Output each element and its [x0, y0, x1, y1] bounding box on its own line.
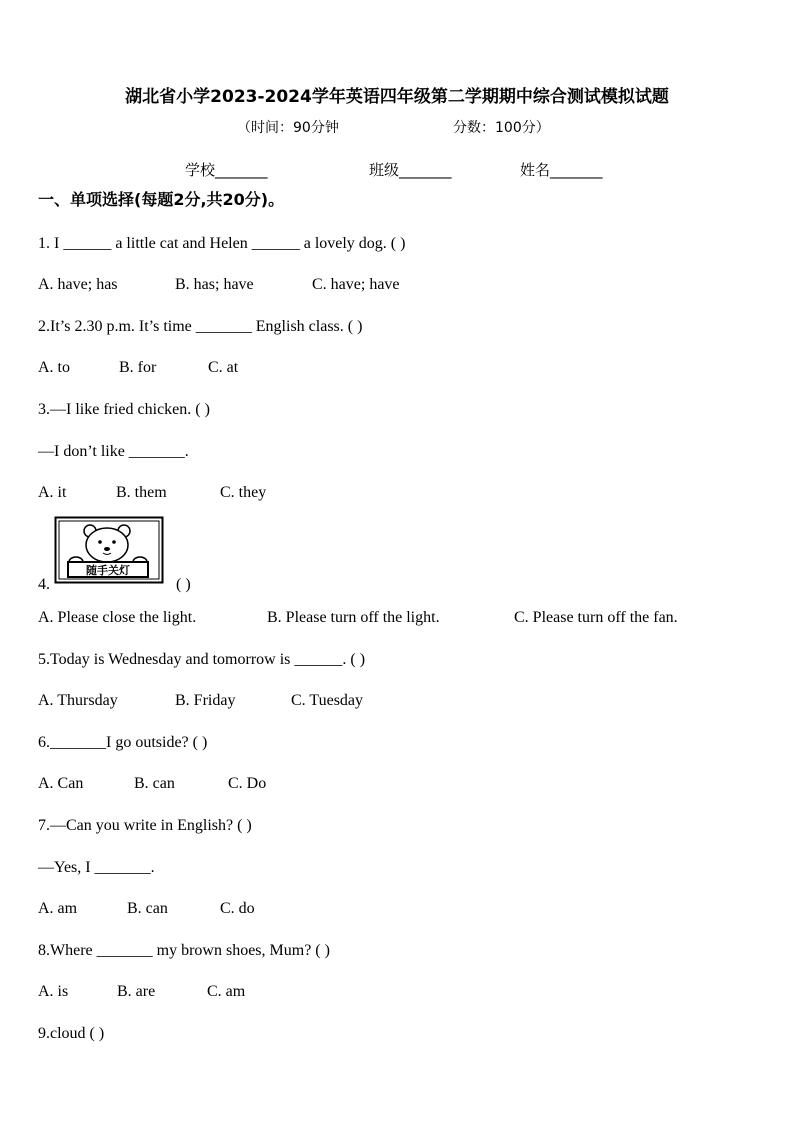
q3-option-a: A. it: [38, 484, 67, 501]
q2-option-c: C. at: [208, 359, 239, 376]
q1-option-c: C. have; have: [312, 276, 400, 293]
q2-option-b: B. for: [119, 359, 157, 376]
question-4: 4.: [38, 576, 50, 593]
q4-option-c: C. Please turn off the fan.: [514, 609, 678, 626]
q5-option-b: B. Friday: [175, 692, 236, 709]
q5-option-c: C. Tuesday: [291, 692, 364, 709]
q5-option-a: A. Thursday: [38, 692, 118, 709]
q4-option-b: B. Please turn off the light.: [267, 609, 440, 626]
q1-option-a: A. have; has: [38, 276, 118, 293]
question-7: 7.—Can you write in English? ( ): [38, 817, 252, 834]
question-4-paren: ( ): [176, 576, 191, 593]
exam-score: 分数：100分）: [453, 120, 550, 136]
question-1: 1. I ______ a little cat and Helen ______ a lovely dog. ( ): [38, 235, 406, 252]
exam-title: 湖北省小学2023-2024学年英语四年级第二学期期中综合测试模拟试题: [125, 87, 669, 107]
q7-option-c: C. do: [220, 900, 255, 917]
q7-option-b: B. can: [127, 900, 168, 917]
q6-option-a: A. Can: [38, 775, 84, 792]
question-7-reply: —Yes, I _______.: [38, 859, 155, 876]
q3-option-c: C. they: [220, 484, 267, 501]
question-2: 2.It’s 2.30 p.m. It’s time _______ English class. ( ): [38, 318, 363, 335]
question-3-reply: —I don’t like _______.: [38, 443, 189, 460]
q6-option-b: B. can: [134, 775, 175, 792]
class-field: 班级_______: [369, 161, 452, 179]
q8-option-c: C. am: [207, 983, 246, 1000]
question-3: 3.—I like fried chicken. ( ): [38, 401, 210, 418]
exam-time: （时间：90分钟: [237, 120, 339, 136]
q8-option-b: B. are: [117, 983, 156, 1000]
sign-text: 随手关灯: [86, 564, 130, 577]
turn-off-light-sign-image: [54, 516, 164, 584]
q2-option-a: A. to: [38, 359, 70, 376]
school-field: 学校_______: [185, 161, 268, 179]
q6-option-c: C. Do: [228, 775, 267, 792]
question-6: 6._______I go outside? ( ): [38, 734, 208, 751]
question-9: 9.cloud ( ): [38, 1025, 105, 1042]
q1-option-b: B. has; have: [175, 276, 254, 293]
question-8: 8.Where _______ my brown shoes, Mum? ( ): [38, 942, 330, 959]
q8-option-a: A. is: [38, 983, 69, 1000]
section-heading: 一、单项选择(每题2分,共20分)。: [38, 190, 285, 209]
q4-option-a: A. Please close the light.: [38, 609, 197, 626]
q3-option-b: B. them: [116, 484, 167, 501]
name-field: 姓名_______: [520, 161, 603, 179]
q7-option-a: A. am: [38, 900, 78, 917]
question-5: 5.Today is Wednesday and tomorrow is ______. ( ): [38, 651, 366, 668]
